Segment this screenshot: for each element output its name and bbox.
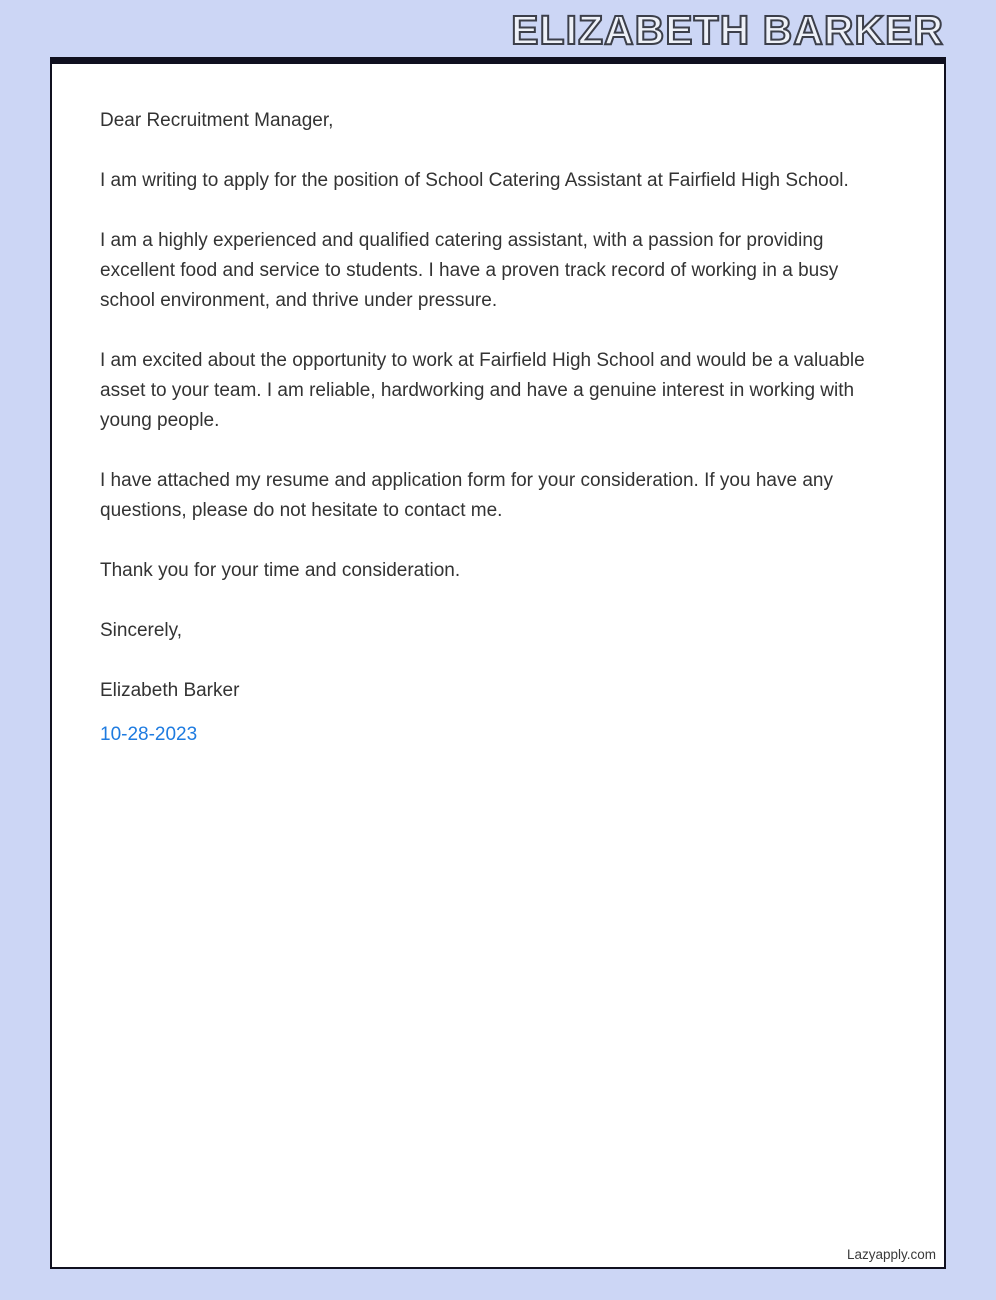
watermark: Lazyapply.com (846, 1247, 936, 1262)
signature-name: Elizabeth Barker (100, 680, 240, 701)
paragraph-intro: I am writing to apply for the position of School Catering Assistant at Fairfield High School. (100, 170, 849, 191)
closing: Sincerely, (100, 620, 183, 641)
paragraph-motivation: I am excited about the opportunity to work at Fairfield High School and would be a valuable asset to your team. I am reliable, hardworking and have a genuine interest in working with young people. (100, 350, 865, 431)
letterhead (0, 0, 996, 57)
applicant-name-heading: ELIZABETH BARKER (511, 7, 944, 53)
paragraph-thanks: Thank you for your time and consideration. (100, 560, 461, 581)
paragraph-attachments: I have attached my resume and application form for your consideration. If you have any questions, please do not hesitate to contact me. (100, 470, 833, 521)
paragraph-experience: I am a highly experienced and qualified catering assistant, with a passion for providing excellent food and service to students. I have a proven track record of working in a busy school environment, and thrive under pressure. (100, 230, 839, 311)
date-field[interactable]: 10-28-2023 (100, 724, 198, 745)
salutation: Dear Recruitment Manager, (100, 110, 334, 131)
letter-page (50, 57, 946, 1269)
